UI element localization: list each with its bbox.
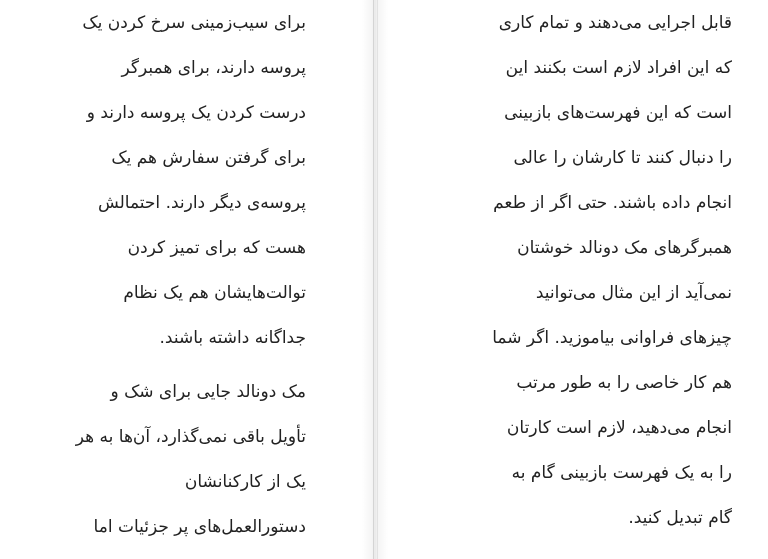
text-line: است که این فهرست‌های بازبینی bbox=[504, 103, 732, 123]
text-line: گام تبدیل کنید. bbox=[628, 508, 732, 528]
text-line: دستورالعمل‌های پر جزئیات اما bbox=[93, 517, 306, 537]
gutter-divider bbox=[377, 0, 378, 559]
text-line: تأویل باقی نمی‌گذارد، آن‌ها به هر bbox=[75, 427, 306, 447]
right-paragraph-1 bbox=[388, 1, 732, 541]
gutter-divider bbox=[373, 0, 374, 559]
right-page bbox=[388, 0, 768, 559]
text-line: هست که برای تمیز کردن bbox=[127, 238, 306, 258]
text-line: نمی‌آید از این مثال می‌توانید bbox=[535, 283, 732, 303]
book-gutter bbox=[362, 0, 388, 559]
text-line: انجام می‌دهید، لازم است کارتان bbox=[506, 418, 732, 438]
text-line: را دنبال کنند تا کارشان را عالی bbox=[513, 148, 732, 168]
text-line: توالت‌هایشان هم یک نظام bbox=[123, 283, 306, 303]
text-line: انجام داده باشند. حتی اگر از طعم bbox=[493, 193, 732, 213]
text-line: همبرگرهای مک دونالد خوشتان bbox=[517, 238, 732, 258]
text-line: برای سیب‌زمینی سرخ کردن یک bbox=[82, 13, 306, 33]
left-paragraph-1 bbox=[0, 1, 306, 361]
text-line: جداگانه داشته باشند. bbox=[159, 328, 306, 348]
text-line: که این افراد لازم است بکنند این bbox=[505, 58, 732, 78]
text-line: پروسه‌ی دیگر دارند. احتمالش bbox=[97, 193, 306, 213]
text-line: برای گرفتن سفارش هم یک bbox=[111, 148, 306, 168]
text-line: مک دونالد جایی برای شک و bbox=[110, 382, 306, 402]
left-paragraph-2 bbox=[0, 370, 306, 550]
text-line: را به یک فهرست بازبینی گام به bbox=[511, 463, 732, 483]
text-line: پروسه دارند، برای همبرگر bbox=[121, 58, 306, 78]
text-line: چیزهای فراوانی بیاموزید. اگر شما bbox=[492, 328, 732, 348]
text-line: یک از کارکنانشان bbox=[184, 472, 306, 492]
text-line: هم کار خاصی را به طور مرتب bbox=[516, 373, 732, 393]
left-page bbox=[0, 0, 362, 559]
text-line: درست کردن یک پروسه دارند و bbox=[86, 103, 306, 123]
text-line: قابل اجرایی می‌دهند و تمام کاری bbox=[498, 13, 732, 33]
